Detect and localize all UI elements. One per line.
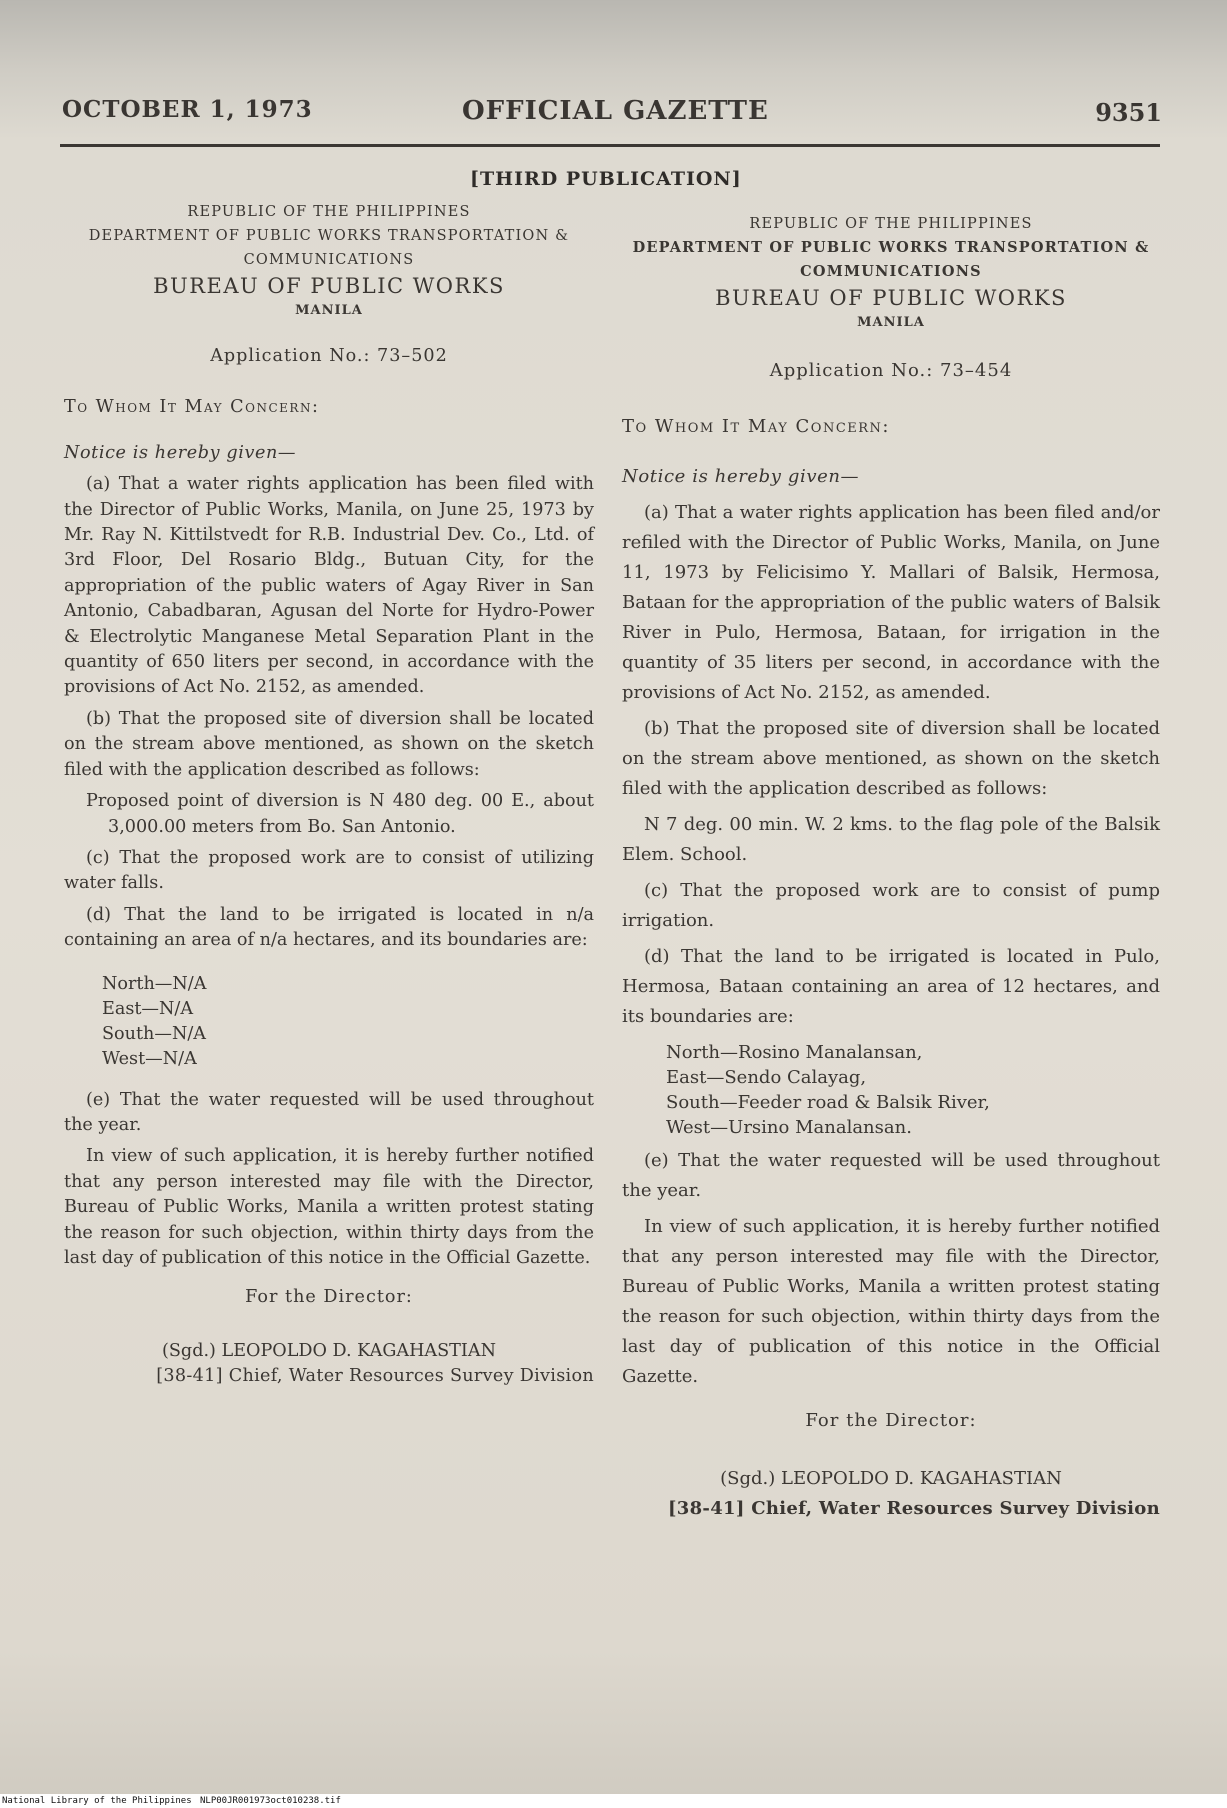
salutation: To Whom It May Concern: [622, 416, 890, 437]
publication-title: OFFICIAL GAZETTE [462, 96, 769, 126]
bureau-heading: BUREAU OF PUBLIC WORKS [153, 274, 505, 298]
paragraph-e: (e) That the water requested will be used throughout the year. [64, 1089, 594, 1135]
for-director: For the Director: [805, 1410, 977, 1431]
paragraph-c: (c) That the proposed work are to consist of utilizing water falls. [64, 847, 594, 894]
diversion-point: N 7 deg. 00 min. W. 2 kms. to the flag pole of the Balsik Elem. School. [622, 814, 1160, 865]
boundary-east: East—Sendo Calayag, [666, 1067, 867, 1088]
boundary-north: North—Rosino Manalansan, [666, 1042, 923, 1063]
application-number: Application No.: 73–454 [769, 360, 1013, 381]
city-heading: MANILA [857, 315, 925, 330]
paragraph-a: (a) That a water rights application has been filed and/or refiled with the Director of Public Works, Manila, on June 11, 1973 by Felicisimo Y. Mallari of Balsik, Hermosa, Bataan for the appropriation of the public waters of Balsik River in Pulo, Hermosa, Bataan, for irrigation in the quantity of 35 liters per second, in accordance with the provisions of Act No. 2152, as amended. [622, 502, 1160, 703]
paragraph-e: (e) That the water requested will be used throughout the year. [622, 1150, 1160, 1201]
signature-line: (Sgd.) LEOPOLDO D. KAGAHASTIAN [720, 1468, 1062, 1489]
paragraph-d: (d) That the land to be irrigated is located in n/a containing an area of n/a hectares, and its boundaries are: [64, 904, 594, 951]
scan-footer [0, 1794, 1227, 1808]
boundary-south: South—Feeder road & Balsik River, [666, 1092, 990, 1113]
boundary-east: East—N/A [102, 998, 194, 1019]
notice-right [622, 212, 1160, 1524]
paragraph-c: (c) That the proposed work are to consist of pump irrigation. [622, 880, 1160, 931]
paragraph-b: (b) That the proposed site of diversion shall be located on the stream above mentioned, as shown on the sketch filed with the application described as follows: [64, 708, 594, 780]
republic-heading: REPUBLIC OF THE PHILIPPINES [187, 204, 471, 220]
paragraph-protest: In view of such application, it is hereby further notified that any person interested may file with the Director, Bureau of Public Works, Manila a written protest stating the reason for such objection, within thirty days from the last day of publication of this notice in the Official Gazette. [64, 1146, 594, 1268]
for-director: For the Director: [245, 1287, 413, 1308]
signer-title: [38-41] Chief, Water Resources Survey Division [156, 1366, 594, 1387]
paragraph-a: (a) That a water rights application has been filed with the Director of Public Works, Manila, on June 25, 1973 by Mr. Ray N. Kittilstvedt for R.B. Industrial Dev. Co., Ltd. of 3rd Floor, Del Rosario Bldg., Butuan City, for the appropriation of the public waters of Agay River in San Antonio, Cabadbaran, Agusan del Norte for Hydro-Power & Electrolytic Manganese Metal Separation Plant in the quantity of 650 liters per second, in accordance with the provisions of Act No. 2152, as amended. [64, 474, 594, 698]
paragraph-protest: In view of such application, it is hereby further notified that any person interested may file with the Director, Bureau of Public Works, Manila a written protest stating the reason for such objection, within thirty days from the last day of publication of this notice in the Official Gazette. [622, 1216, 1160, 1387]
department-heading-cont: COMMUNICATIONS [243, 252, 415, 268]
boundary-west: West—Ursino Manalansan. [666, 1117, 912, 1138]
notice-intro: Notice is hereby given— [64, 442, 297, 463]
boundary-north: North—N/A [102, 973, 207, 994]
page-header [62, 96, 1162, 136]
boundary-south: South—N/A [102, 1023, 206, 1044]
publication-tag: [THIRD PUBLICATION] [470, 168, 742, 190]
notice-left [64, 200, 594, 1390]
page-number: 9351 [1095, 98, 1162, 127]
diversion-point: Proposed point of diversion is N 480 deg. 00 E., about 3,000.00 meters from Bo. San Antonio. [86, 791, 594, 837]
paragraph-b: (b) That the proposed site of diversion shall be located on the stream above mentioned, as shown on the sketch filed with the application described as follows: [622, 718, 1160, 799]
notice-intro: Notice is hereby given— [622, 466, 860, 487]
library-credit: National Library of the Philippines [2, 1796, 192, 1806]
boundaries-list [666, 1040, 1160, 1140]
bureau-heading: BUREAU OF PUBLIC WORKS [715, 286, 1067, 310]
header-rule [60, 144, 1160, 147]
boundaries-list [102, 972, 594, 1072]
issue-date: OCTOBER 1, 1973 [62, 96, 313, 123]
department-heading: DEPARTMENT OF PUBLIC WORKS TRANSPORTATION & [88, 228, 570, 244]
paragraph-d: (d) That the land to be irrigated is located in Pulo, Hermosa, Bataan containing an area of 12 hectares, and its boundaries are: [622, 946, 1160, 1027]
department-heading: DEPARTMENT OF PUBLIC WORKS TRANSPORTATION & [632, 239, 1150, 256]
department-heading-cont: COMMUNICATIONS [800, 263, 982, 280]
city-heading: MANILA [295, 303, 363, 318]
boundary-west: West—N/A [102, 1048, 197, 1069]
signature-line: (Sgd.) LEOPOLDO D. KAGAHASTIAN [162, 1340, 496, 1361]
scan-filename: NLP00JR001973oct010238.tif [200, 1796, 341, 1806]
republic-heading: REPUBLIC OF THE PHILIPPINES [749, 216, 1033, 232]
salutation: To Whom It May Concern: [64, 397, 320, 418]
signer-title: [38-41] Chief, Water Resources Survey Division [667, 1498, 1160, 1519]
application-number: Application No.: 73–502 [210, 346, 448, 366]
